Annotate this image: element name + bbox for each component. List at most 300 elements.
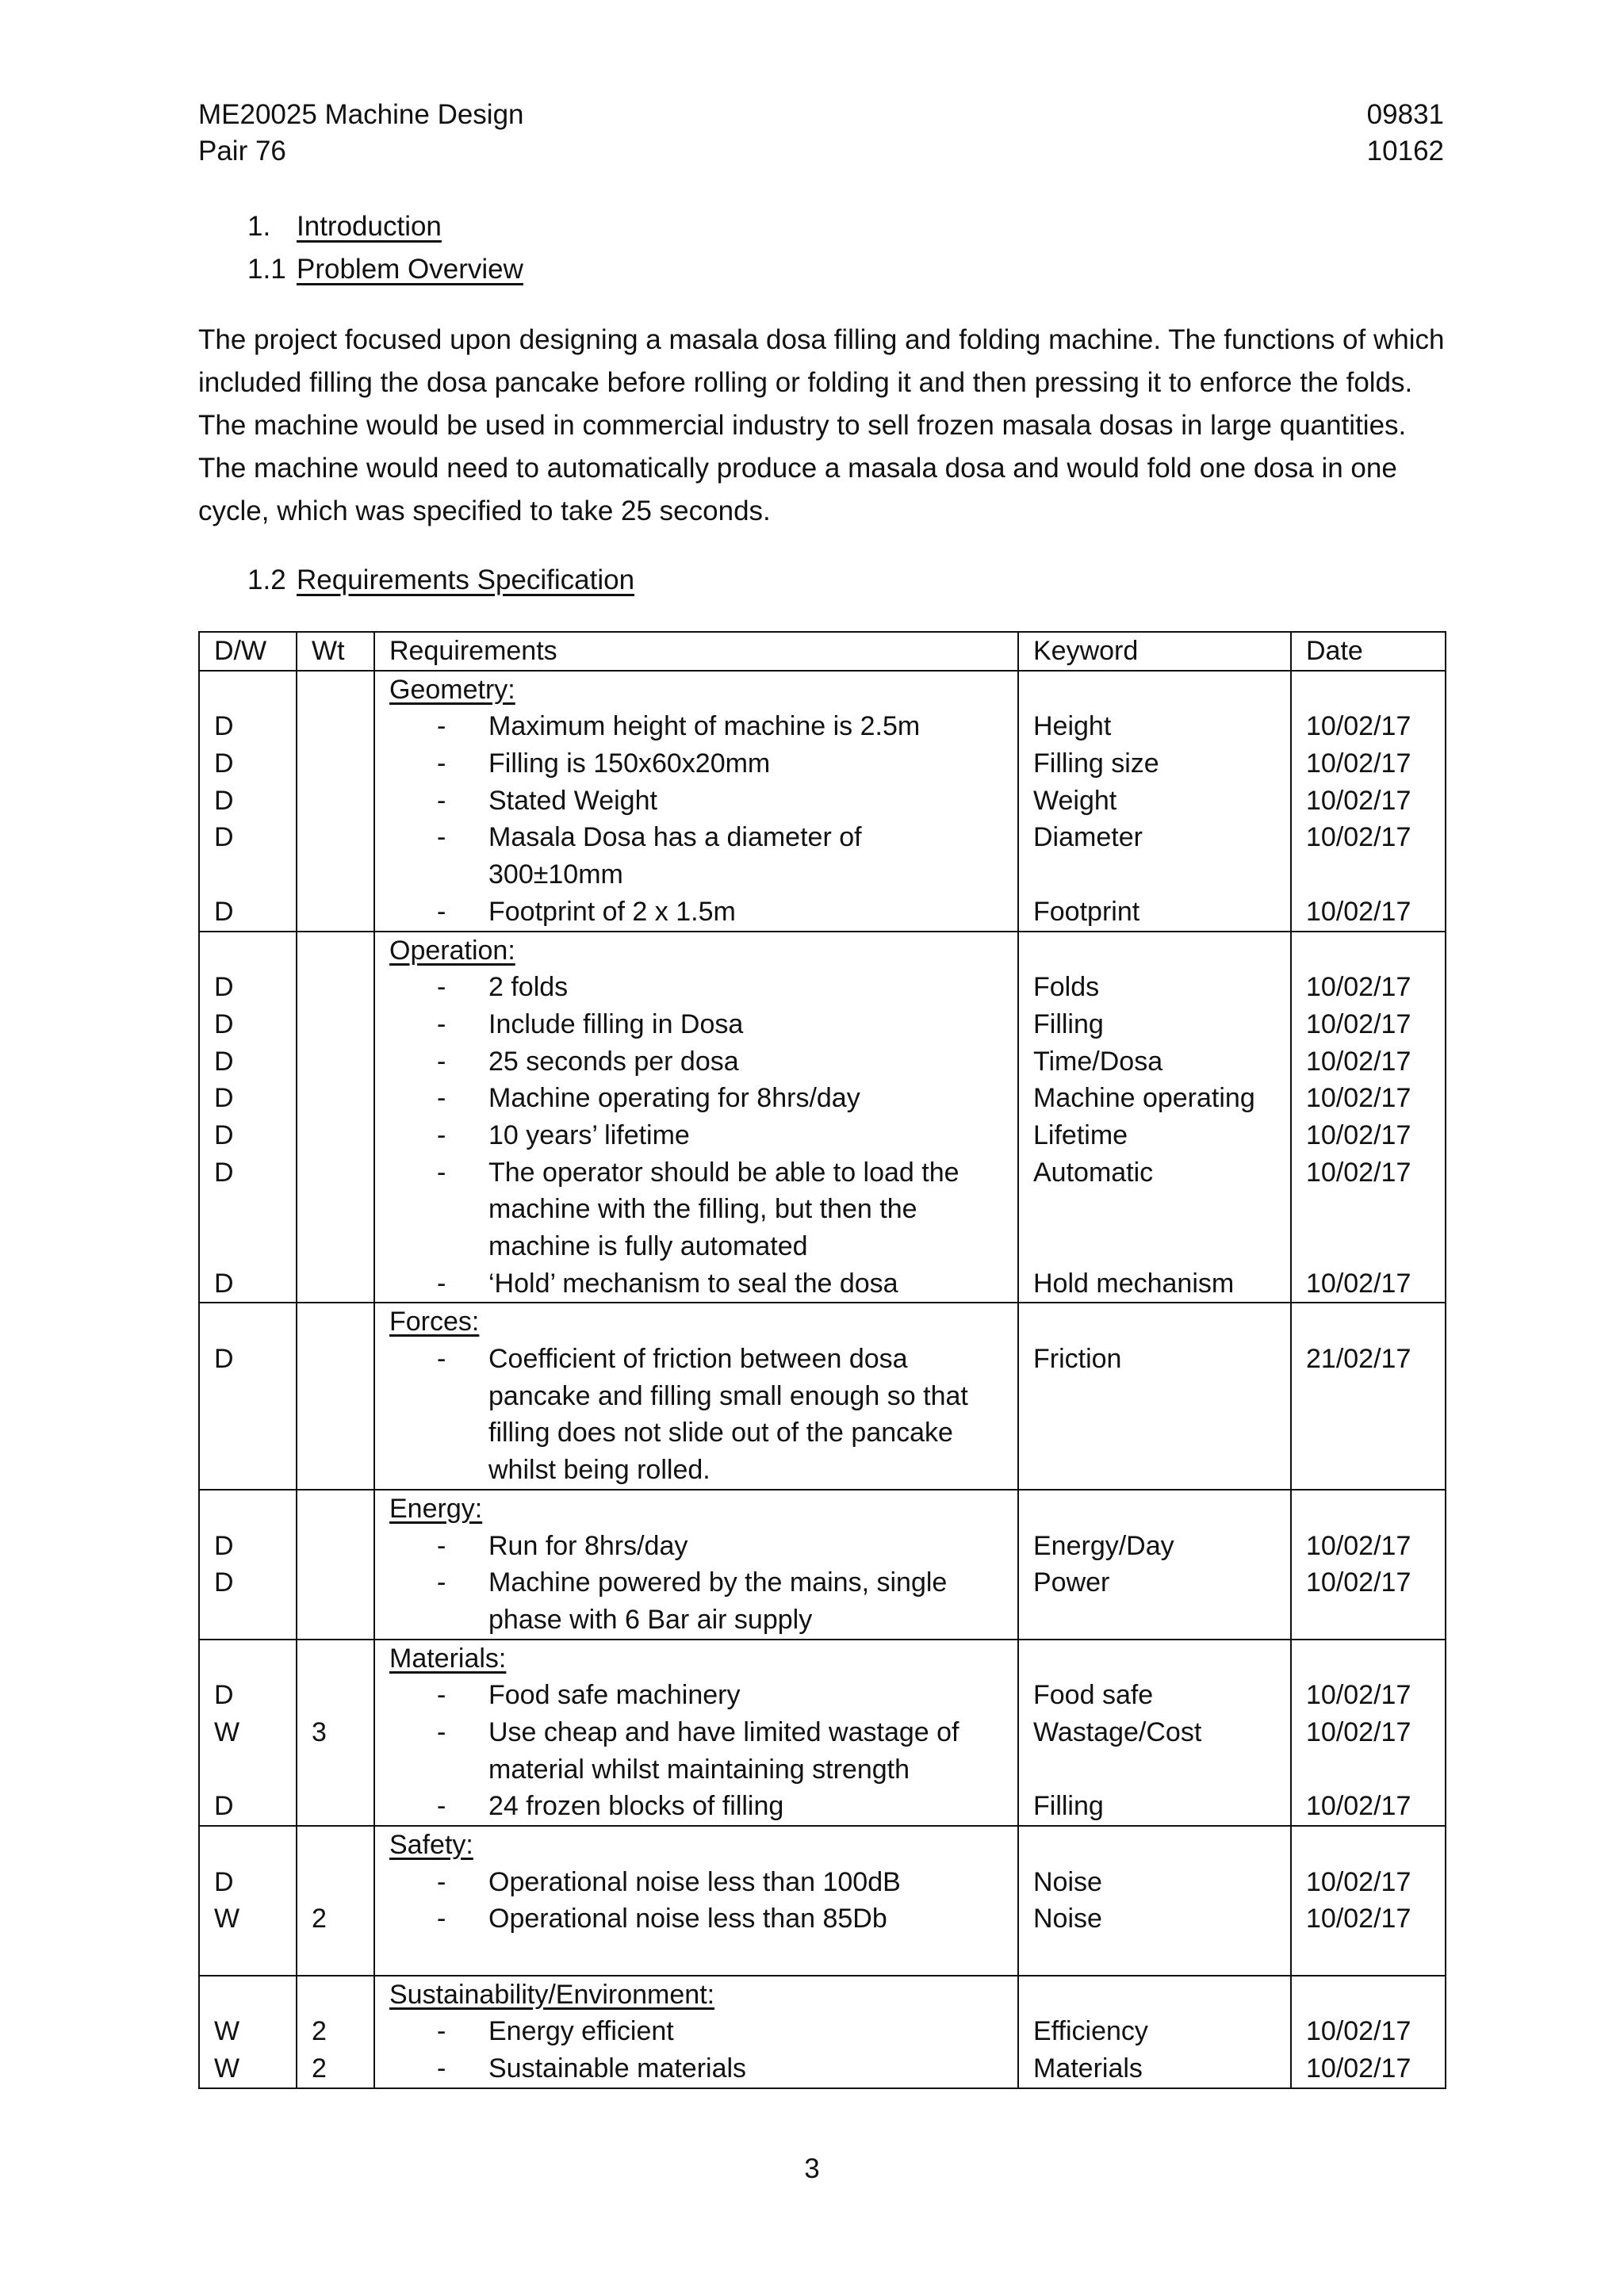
bullet-dash: -: [437, 711, 446, 742]
date-value: 10/02/17: [1306, 1046, 1411, 1077]
cell-kw: [1018, 1976, 1291, 2088]
pair-label: Pair 76: [198, 136, 286, 166]
cell-kw: [1018, 1826, 1291, 1976]
blank-line: [1033, 1601, 1276, 1639]
date-value: 10/02/17: [1306, 1008, 1411, 1039]
keyword-value: Noise: [1033, 1866, 1102, 1897]
wt-value: [312, 1341, 359, 1378]
blank-line: [1306, 1640, 1431, 1678]
requirement-text: Energy efficient: [488, 2016, 674, 2047]
requirement-item: [389, 708, 1003, 745]
blank-line: [1306, 1452, 1431, 1489]
cell-date: [1291, 671, 1446, 932]
wt-value: [312, 1117, 359, 1154]
cell-wt: [297, 671, 374, 932]
blank-line: [1033, 672, 1276, 709]
requirement-text: filling does not slide out of the pancake: [488, 1418, 953, 1448]
blank-line: [312, 932, 359, 970]
blank-line: [214, 1303, 282, 1341]
dw-value: D: [214, 1046, 234, 1077]
requirement-item: [389, 1788, 1003, 1825]
bullet-dash: -: [437, 1119, 446, 1150]
keyword-value: Friction: [1033, 1344, 1122, 1375]
requirement-text: Filling is 150x60x20mm: [488, 748, 771, 779]
date-value: 10/02/17: [1306, 822, 1411, 853]
header-date: Date: [1291, 632, 1446, 671]
blank-line: [1033, 1452, 1276, 1489]
blank-line: [1033, 1228, 1276, 1265]
cell-wt: [297, 932, 374, 1303]
dw-value: D: [214, 1157, 234, 1188]
requirement-item: [389, 1714, 1003, 1788]
cell-req: [374, 932, 1018, 1303]
page-number: 3: [804, 2153, 820, 2184]
bullet-dash: -: [437, 822, 446, 853]
dw-value: W: [214, 1904, 240, 1934]
date-value: 10/02/17: [1306, 1866, 1411, 1897]
bullet-dash: -: [437, 785, 446, 816]
wt-value: [312, 1006, 359, 1043]
requirement-text: Operational noise less than 100dB: [488, 1866, 901, 1897]
date-value: 10/02/17: [1306, 1716, 1411, 1747]
blank-line: [1306, 1378, 1431, 1415]
date-value: 10/02/17: [1306, 1119, 1411, 1150]
requirement-text: material whilst maintaining strength: [488, 1754, 910, 1785]
category-line: [389, 1976, 1003, 2014]
wt-value: [312, 894, 359, 931]
requirement-item: [389, 1864, 1003, 1901]
cell-req: [374, 1826, 1018, 1976]
keyword-value: Materials: [1033, 2053, 1143, 2084]
blank-line: [312, 1490, 359, 1528]
blank-line: [214, 932, 282, 970]
category-line: [389, 1640, 1003, 1678]
bullet-dash: -: [437, 748, 446, 779]
date-value: 10/02/17: [1306, 1680, 1411, 1711]
section-title: Introduction: [297, 211, 442, 242]
keyword-value: Automatic: [1033, 1157, 1154, 1188]
blank-line: [214, 1976, 282, 2014]
requirement-text: Stated Weight: [488, 785, 657, 816]
category-line: [389, 1490, 1003, 1528]
table-row: [199, 1303, 1446, 1489]
requirement-item: [389, 1900, 1003, 1938]
wt-value: 2: [312, 2053, 327, 2084]
dw-value: D: [214, 1680, 234, 1711]
requirement-item: [389, 1677, 1003, 1714]
requirement-item: [389, 1154, 1003, 1265]
bullet-dash: -: [437, 896, 446, 927]
keyword-value: Filling: [1033, 1791, 1104, 1822]
bullet-dash: -: [437, 1268, 446, 1299]
keyword-value: Food safe: [1033, 1680, 1154, 1711]
blank-line: [1306, 1976, 1431, 2014]
blank-line: [1306, 1751, 1431, 1789]
blank-line: [312, 1414, 359, 1452]
category-label: Sustainability/Environment:: [389, 1979, 715, 2010]
blank-line: [312, 1452, 359, 1489]
keyword-value: Folds: [1033, 972, 1100, 1003]
requirement-text: 10 years’ lifetime: [488, 1119, 690, 1150]
date-value: 10/02/17: [1306, 748, 1411, 779]
date-value: 10/02/17: [1306, 711, 1411, 742]
date-value: 10/02/17: [1306, 1791, 1411, 1822]
requirement-item: [389, 894, 1003, 931]
dw-value: W: [214, 1716, 240, 1747]
blank-line: [1033, 1827, 1276, 1864]
category-label: Energy:: [389, 1493, 483, 1524]
dw-value: D: [214, 1119, 234, 1150]
date-value: 21/02/17: [1306, 1344, 1411, 1375]
cell-date: [1291, 1303, 1446, 1489]
keyword-value: Energy/Day: [1033, 1530, 1174, 1561]
cell-date: [1291, 932, 1446, 1303]
bullet-dash: -: [437, 1046, 446, 1077]
bullet-dash: -: [437, 2016, 446, 2047]
section-heading-introduction: [247, 206, 442, 247]
cell-date: [1291, 1490, 1446, 1640]
requirement-item: [389, 1564, 1003, 1638]
cell-dw: [199, 1640, 297, 1826]
cell-req: [374, 671, 1018, 932]
category-line: [389, 672, 1003, 709]
blank-line: [1033, 1751, 1276, 1789]
wt-value: [312, 819, 359, 856]
blank-line: [312, 1938, 359, 1975]
table-row: [199, 1490, 1446, 1640]
requirement-text: pancake and filling small enough so that: [488, 1380, 968, 1411]
date-value: 10/02/17: [1306, 1530, 1411, 1561]
requirement-text: whilst being rolled.: [488, 1455, 710, 1486]
table-row: [199, 1640, 1446, 1826]
date-value: 10/02/17: [1306, 972, 1411, 1003]
cell-dw: [199, 1303, 297, 1489]
header-dw: D/W: [199, 632, 297, 671]
page-header-left: [198, 97, 524, 170]
table-row: [199, 671, 1446, 932]
cell-dw: [199, 932, 297, 1303]
blank-line: [1306, 1827, 1431, 1864]
requirement-text: ‘Hold’ mechanism to seal the dosa: [488, 1268, 898, 1299]
keyword-value: Power: [1033, 1567, 1110, 1598]
blank-line: [214, 1191, 282, 1228]
date-value: 10/02/17: [1306, 2016, 1411, 2047]
keyword-value: Lifetime: [1033, 1119, 1128, 1150]
bullet-dash: -: [437, 1008, 446, 1039]
requirement-text: Footprint of 2 x 1.5m: [488, 896, 736, 927]
keyword-value: Filling: [1033, 1008, 1104, 1039]
cell-date: [1291, 1976, 1446, 2088]
blank-line: [389, 1938, 1003, 1975]
requirement-text: Machine powered by the mains, single: [488, 1567, 948, 1598]
blank-line: [1033, 1414, 1276, 1452]
requirement-text: Food safe machinery: [488, 1680, 741, 1711]
bullet-dash: -: [437, 1083, 446, 1114]
wt-value: [312, 1080, 359, 1117]
blank-line: [1306, 1414, 1431, 1452]
bullet-dash: -: [437, 1680, 446, 1711]
cell-date: [1291, 1640, 1446, 1826]
keyword-value: Diameter: [1033, 822, 1143, 853]
requirement-item: [389, 783, 1003, 820]
requirement-text: machine with the filling, but then the: [488, 1194, 917, 1225]
blank-line: [312, 1191, 359, 1228]
requirement-text: Use cheap and have limited wastage of: [488, 1716, 959, 1747]
wt-value: [312, 1788, 359, 1825]
page-header-right: [1367, 97, 1444, 170]
date-value: 10/02/17: [1306, 2053, 1411, 2084]
requirement-item: [389, 745, 1003, 783]
blank-line: [214, 1640, 282, 1678]
requirement-text: Include filling in Dosa: [488, 1008, 744, 1039]
date-value: 10/02/17: [1306, 1567, 1411, 1598]
requirement-text: machine is fully automated: [488, 1231, 808, 1262]
bullet-dash: -: [437, 1791, 446, 1822]
keyword-value: Noise: [1033, 1904, 1102, 1934]
bullet-dash: -: [437, 1716, 446, 1747]
cell-date: [1291, 1826, 1446, 1976]
requirement-item: [389, 969, 1003, 1006]
requirements-table: [198, 631, 1446, 2089]
requirement-text: The operator should be able to load the: [488, 1157, 959, 1188]
requirement-text: Operational noise less than 85Db: [488, 1904, 887, 1934]
date-value: 10/02/17: [1306, 1268, 1411, 1299]
cell-dw: [199, 1976, 297, 2088]
blank-line: [1033, 1938, 1276, 1975]
cell-wt: [297, 1303, 374, 1489]
requirement-text: Maximum height of machine is 2.5m: [488, 711, 921, 742]
blank-line: [214, 1228, 282, 1265]
date-value: 10/02/17: [1306, 1083, 1411, 1114]
wt-value: [312, 1677, 359, 1714]
cell-dw: [199, 671, 297, 932]
wt-value: [312, 1564, 359, 1601]
blank-line: [1033, 932, 1276, 970]
wt-value: 3: [312, 1716, 327, 1747]
dw-value: D: [214, 748, 234, 779]
blank-line: [1033, 1303, 1276, 1341]
blank-line: [214, 1378, 282, 1415]
student-id-2: 10162: [1366, 136, 1444, 166]
requirement-text: Coefficient of friction between dosa: [488, 1344, 908, 1375]
bullet-dash: -: [437, 1866, 446, 1897]
blank-line: [312, 1827, 359, 1864]
blank-line: [312, 1378, 359, 1415]
blank-line: [312, 672, 359, 709]
requirement-text: Sustainable materials: [488, 2053, 747, 2084]
requirement-text: 2 folds: [488, 972, 569, 1003]
requirement-item: [389, 1117, 1003, 1154]
blank-line: [1306, 1938, 1431, 1975]
bullet-dash: -: [437, 1157, 446, 1188]
blank-line: [312, 1601, 359, 1639]
blank-line: [214, 1601, 282, 1639]
category-label: Forces:: [389, 1307, 480, 1337]
bullet-dash: -: [437, 1344, 446, 1375]
table-header-row: [199, 632, 1446, 671]
cell-req: [374, 1640, 1018, 1826]
requirement-item: [389, 1080, 1003, 1117]
requirement-item: [389, 1006, 1003, 1043]
cell-req: [374, 1303, 1018, 1489]
dw-value: D: [214, 1008, 234, 1039]
requirement-item: [389, 1528, 1003, 1565]
date-value: 10/02/17: [1306, 785, 1411, 816]
blank-line: [312, 1303, 359, 1341]
blank-line: [214, 1414, 282, 1452]
dw-value: D: [214, 785, 234, 816]
blank-line: [214, 856, 282, 894]
requirement-text: Masala Dosa has a diameter of: [488, 822, 862, 853]
blank-line: [214, 1490, 282, 1528]
intro-paragraph: The project focused upon designing a masala dosa filling and folding machine. The functions of which included filling the dosa pancake before rolling or folding it and then pressing it to enforce the folds. The machine would be used in commercial industry to sell frozen masala dosas in large quantities. The machine would need to automatically produce a masala dosa and would fold one dosa in one cycle, which was specified to take 25 seconds.: [198, 324, 1445, 526]
blank-line: [1306, 1490, 1431, 1528]
wt-value: [312, 1265, 359, 1303]
cell-wt: [297, 1826, 374, 1976]
category-label: Safety:: [389, 1830, 473, 1861]
dw-value: D: [214, 711, 234, 742]
cell-kw: [1018, 1303, 1291, 1489]
blank-line: [214, 1827, 282, 1864]
wt-value: [312, 708, 359, 745]
blank-line: [1306, 932, 1431, 970]
blank-line: [1033, 856, 1276, 894]
requirement-text: 25 seconds per dosa: [488, 1046, 739, 1077]
blank-line: [312, 856, 359, 894]
section-heading-problem-overview: [247, 249, 523, 290]
student-id-1: 09831: [1366, 99, 1444, 130]
wt-value: 2: [312, 1904, 327, 1934]
blank-line: [1033, 1640, 1276, 1678]
course-title: ME20025 Machine Design: [198, 99, 524, 130]
blank-line: [1033, 1191, 1276, 1228]
wt-value: [312, 783, 359, 820]
blank-line: [1033, 1976, 1276, 2014]
section-number: 1.2: [247, 564, 286, 595]
section-number: 1.: [247, 211, 271, 242]
header-requirements: Requirements: [374, 632, 1018, 671]
keyword-value: Time/Dosa: [1033, 1046, 1163, 1077]
bullet-dash: -: [437, 972, 446, 1003]
category-line: [389, 932, 1003, 970]
dw-value: D: [214, 1083, 234, 1114]
cell-kw: [1018, 1640, 1291, 1826]
date-value: 10/02/17: [1306, 1904, 1411, 1934]
bullet-dash: -: [437, 1567, 446, 1598]
cell-kw: [1018, 932, 1291, 1303]
blank-line: [214, 1751, 282, 1789]
requirement-item: [389, 2013, 1003, 2050]
blank-line: [214, 1452, 282, 1489]
blank-line: [312, 1751, 359, 1789]
dw-value: D: [214, 822, 234, 853]
category-line: [389, 1303, 1003, 1341]
blank-line: [1306, 1601, 1431, 1639]
dw-value: D: [214, 1344, 234, 1375]
keyword-value: Machine operating: [1033, 1083, 1255, 1114]
category-label: Geometry:: [389, 674, 515, 705]
cell-dw: [199, 1826, 297, 1976]
keyword-value: Hold mechanism: [1033, 1268, 1235, 1299]
cell-wt: [297, 1976, 374, 2088]
requirement-text: Run for 8hrs/day: [488, 1530, 688, 1561]
dw-value: D: [214, 1866, 234, 1897]
requirement-text: phase with 6 Bar air supply: [488, 1604, 813, 1635]
category-line: [389, 1827, 1003, 1864]
dw-value: D: [214, 1268, 234, 1299]
blank-line: [312, 1640, 359, 1678]
wt-value: [312, 1864, 359, 1901]
bullet-dash: -: [437, 1530, 446, 1561]
blank-line: [1306, 1303, 1431, 1341]
dw-value: D: [214, 1791, 234, 1822]
section-title: Problem Overview: [297, 254, 523, 285]
cell-kw: [1018, 1490, 1291, 1640]
dw-value: D: [214, 896, 234, 927]
keyword-value: Efficiency: [1033, 2016, 1148, 2047]
requirement-item: [389, 2050, 1003, 2087]
cell-req: [374, 1976, 1018, 2088]
dw-value: W: [214, 2053, 240, 2084]
bullet-dash: -: [437, 2053, 446, 2084]
bullet-dash: -: [437, 1904, 446, 1934]
blank-line: [1306, 856, 1431, 894]
date-value: 10/02/17: [1306, 896, 1411, 927]
wt-value: [312, 1154, 359, 1192]
section-title: Requirements Specification: [297, 564, 635, 595]
date-value: 10/02/17: [1306, 1157, 1411, 1188]
blank-line: [214, 672, 282, 709]
keyword-value: Wastage/Cost: [1033, 1716, 1202, 1747]
keyword-value: Height: [1033, 711, 1112, 742]
cell-wt: [297, 1640, 374, 1826]
blank-line: [1306, 1191, 1431, 1228]
blank-line: [214, 1938, 282, 1975]
header-wt: Wt: [297, 632, 374, 671]
category-label: Materials:: [389, 1643, 507, 1674]
header-keyword: Keyword: [1018, 632, 1291, 671]
cell-dw: [199, 1490, 297, 1640]
requirement-item: [389, 819, 1003, 893]
section-heading-requirements: [247, 560, 634, 601]
category-label: Operation:: [389, 935, 515, 966]
table-row: [199, 1976, 1446, 2088]
wt-value: [312, 1528, 359, 1565]
blank-line: [312, 1976, 359, 2014]
keyword-value: Weight: [1033, 785, 1117, 816]
blank-line: [312, 1228, 359, 1265]
wt-value: [312, 745, 359, 783]
requirement-text: Machine operating for 8hrs/day: [488, 1083, 860, 1114]
keyword-value: Filling size: [1033, 748, 1159, 779]
requirement-item: [389, 1341, 1003, 1489]
cell-kw: [1018, 671, 1291, 932]
dw-value: D: [214, 972, 234, 1003]
section-number: 1.1: [247, 254, 286, 285]
dw-value: D: [214, 1567, 234, 1598]
requirement-text: 24 frozen blocks of filling: [488, 1791, 784, 1822]
keyword-value: Footprint: [1033, 896, 1140, 927]
wt-value: [312, 969, 359, 1006]
table-row: [199, 1826, 1446, 1976]
requirement-item: [389, 1265, 1003, 1303]
requirement-text: 300±10mm: [488, 859, 623, 890]
blank-line: [1306, 672, 1431, 709]
table-row: [199, 932, 1446, 1303]
blank-line: [1033, 1378, 1276, 1415]
dw-value: W: [214, 2016, 240, 2047]
wt-value: 2: [312, 2016, 327, 2047]
